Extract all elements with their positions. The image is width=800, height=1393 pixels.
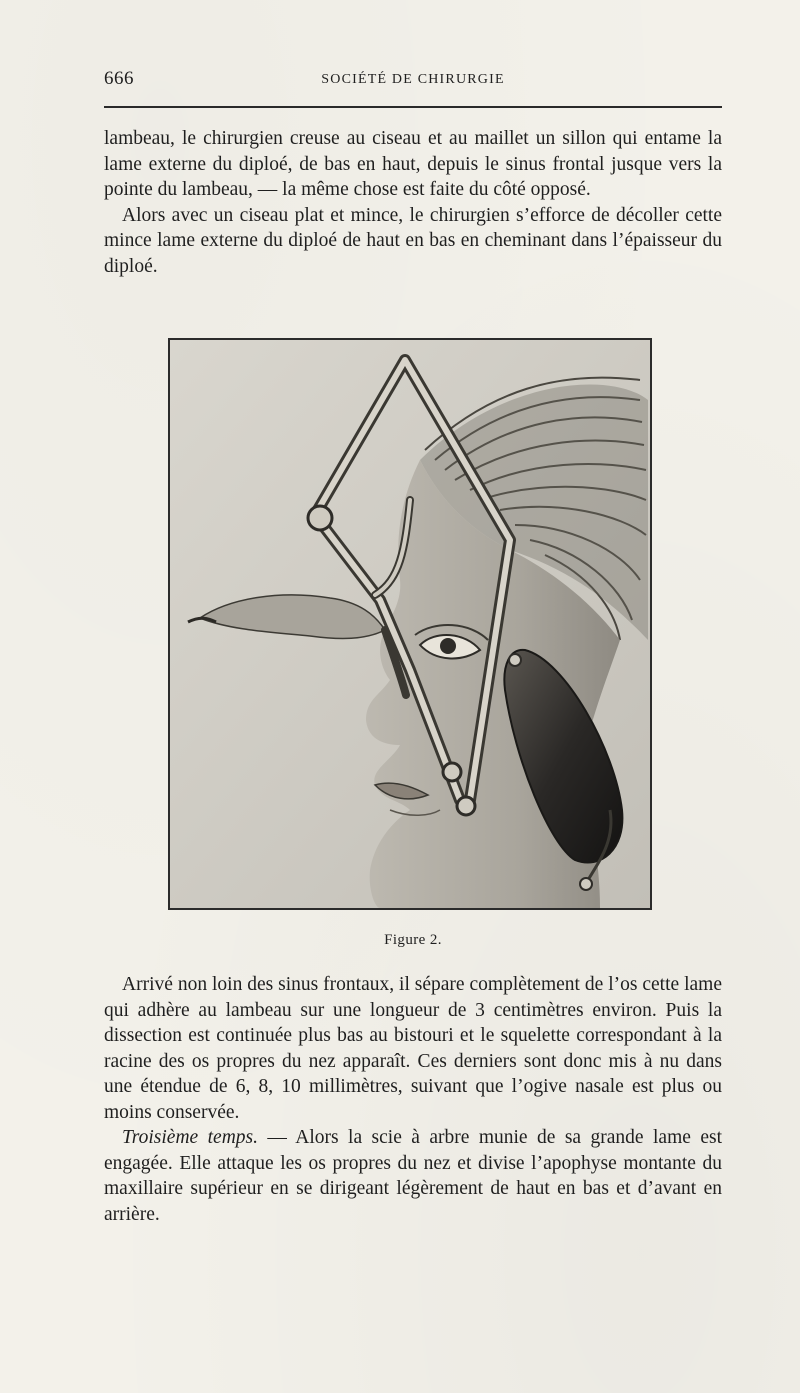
header-rule: [104, 106, 722, 108]
running-head: SOCIÉTÉ DE CHIRURGIE: [321, 72, 505, 87]
eye-pupil: [440, 638, 456, 654]
step-label: Troisième temps.: [122, 1127, 258, 1148]
retractor-screw: [443, 763, 461, 781]
page-number: 666: [104, 68, 134, 89]
step-text: — Alors la scie à arbre munie de sa grande lame est engagée. Elle attaque les os propres du nez et divise l’apophyse montante du maxillaire supérieur en se dirigeant légèrement de haut en bas et d’avant en arrière.: [104, 1127, 722, 1225]
paragraph: Alors avec un ciseau plat et mince, le chirurgien s’efforce de décoller cette mince lame externe du diploé de haut en bas en cheminant dans l’épaisseur du diploé.: [104, 204, 722, 277]
paragraph-third-step: [104, 1125, 722, 1227]
body-text-bottom: [104, 972, 722, 1227]
retractor-screw: [457, 797, 475, 815]
figure-caption: Figure 2.: [384, 932, 442, 948]
figure-illustration: [168, 338, 652, 910]
body-text-top: [104, 126, 722, 279]
retractor-joint: [308, 506, 332, 530]
paragraph: Arrivé non loin des sinus frontaux, il sépare complètement de l’os cette lame qui adhère au lambeau sur une longueur de 3 centimètres environ. Puis la dissection est continuée plus bas au bistouri et le squelette correspondant à la racine des os propres du nez apparaît. Ces derniers sont donc mis à nu dans une étendue de 6, 8, 10 millimètres, suivant que l’ogive nasale est plus ou moins conservée.: [104, 974, 722, 1123]
page-header: [104, 68, 722, 94]
paragraph: lambeau, le chirurgien creuse au ciseau et au maillet un sillon qui entame la lame externe du diploé, de bas en haut, depuis le sinus frontal jusque vers la pointe du lambeau, — la même chose est faite du côté opposé.: [104, 128, 722, 200]
surgical-illustration: [170, 340, 650, 908]
